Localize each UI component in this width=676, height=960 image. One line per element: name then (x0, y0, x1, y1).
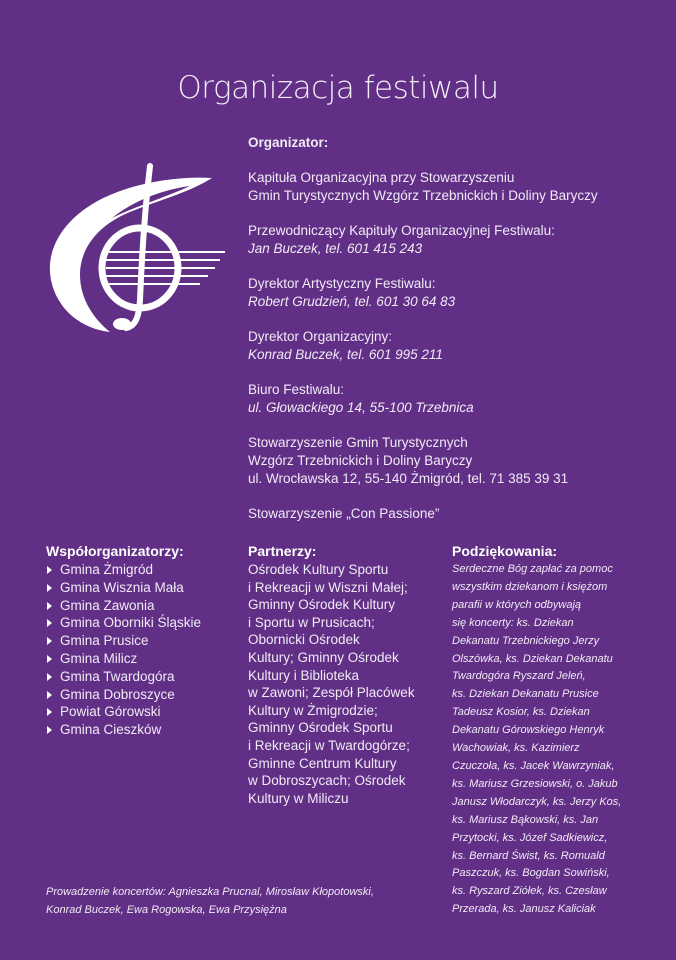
partners-line: Kultury i Biblioteka (248, 667, 360, 683)
list-item: Gmina Twardogóra (46, 668, 236, 686)
coorganizers-list (46, 561, 236, 739)
organizer-name (248, 169, 648, 205)
list-item: Gmina Zawonia (46, 597, 236, 615)
thanks-line: wszystkim dziekanom i księżom (452, 580, 608, 593)
thanks-line: Twardogóra Ryszard Jeleń, (452, 670, 586, 683)
coorganizers-heading: Współorganizatorzy: (46, 543, 184, 559)
partners-section (248, 543, 443, 807)
partners-line: Kultury w Żmigrodzie; (248, 702, 378, 718)
partners-line: Kultury; Gminny Ośrodek (248, 649, 399, 665)
thanks-line: Tadeusz Kosior, ks. Dziekan (452, 706, 590, 719)
hosts-line: Konrad Buczek, Ewa Rogowska, Ewa Przysiężna (46, 904, 287, 916)
thanks-line: ks. Mariusz Grzesiowski, o. Jakub (452, 777, 618, 790)
partners-line: i Rekreacji w Wiszni Małej; (248, 579, 408, 595)
list-item: Gmina Dobroszyce (46, 686, 236, 704)
list-item: Powiat Górowski (46, 703, 236, 721)
thanks-line: ks. Bernard Świst, ks. Romuald (452, 849, 605, 862)
thanks-line: Przytocki, ks. Józef Sadkiewicz, (452, 831, 608, 844)
thanks-line: Przerada, ks. Janusz Kaliciak (452, 903, 596, 916)
thanks-line: ks. Mariusz Bąkowski, ks. Jan (452, 813, 599, 826)
organizer-section (248, 134, 648, 540)
artistic-director-block (248, 275, 648, 311)
chair-role: Przewodniczący Kapituły Organizacyjnej Festiwalu: (248, 223, 555, 238)
list-item: Gmina Oborniki Śląskie (46, 614, 236, 632)
thanks-line: się koncerty: ks. Dziekan (452, 616, 574, 629)
partners-line: w Dobroszycach; Ośrodek (248, 773, 406, 789)
con-passione: Stowarzyszenie „Con Passione” (248, 506, 440, 521)
association-line: Wzgórz Trzebnickich i Doliny Baryczy (248, 453, 473, 468)
thanks-line: Serdeczne Bóg zapłać za pomoc (452, 563, 613, 575)
artistic-director-person: Robert Grudzień, tel. 601 30 64 83 (248, 294, 456, 309)
festival-office-address: ul. Głowackiego 14, 55-100 Trzebnica (248, 400, 474, 415)
thanks-line: Dekanatu Trzebnickiego Jerzy (452, 634, 600, 647)
list-item: Gmina Cieszków (46, 721, 236, 739)
organizer-line: Gmin Turystycznych Wzgórz Trzebnickich i Doliny Baryczy (248, 188, 598, 203)
thanks-line: Dekanatu Górowskiego Henryk (452, 724, 605, 737)
partners-line: Ośrodek Kultury Sportu (248, 562, 389, 577)
partners-line: i Sportu w Prusicach; (248, 614, 375, 630)
partners-line: Gminny Ośrodek Kultury (248, 597, 396, 613)
partners-line: Obornicki Ośrodek (248, 632, 360, 648)
thanks-line: Janusz Włodarczyk, ks. Jerzy Kos, (452, 795, 622, 808)
thanks-line: parafii w których odbywają (452, 598, 582, 611)
association-block (248, 434, 648, 488)
organizer-line: Kapituła Organizacyjna przy Stowarzyszeniu (248, 170, 515, 185)
list-item: Gmina Żmigród (46, 561, 236, 579)
thanks-line: Paszczuk, ks. Bogdan Sowiński, (452, 867, 610, 880)
artistic-director-role: Dyrektor Artystyczny Festiwalu: (248, 276, 436, 291)
chair-block (248, 222, 648, 258)
partners-line: Kultury w Miliczu (248, 790, 349, 806)
thanks-line: Olszówka, ks. Dziekan Dekanatu (452, 652, 613, 665)
thanks-line: Wachowiak, ks. Kazimierz (452, 742, 580, 755)
thanks-line: ks. Ryszard Ziółek, ks. Czesław (452, 885, 607, 898)
festival-office-block (248, 381, 648, 417)
coorganizers-section (46, 543, 236, 739)
thanks-line: ks. Dziekan Dekanatu Prusice (452, 688, 599, 701)
page-title: Organizacja festiwalu (177, 70, 499, 106)
partners-line: i Rekreacji w Twardogórze; (248, 737, 410, 753)
list-item: Gmina Prusice (46, 632, 236, 650)
partners-line: Gminne Centrum Kultury (248, 755, 397, 771)
hosts-line: Prowadzenie koncertów: Agnieszka Prucnal, Mirosław Kłopotowski, (46, 886, 374, 898)
organizational-director-role: Dyrektor Organizacyjny: (248, 329, 393, 344)
organizer-heading: Organizator: (248, 135, 329, 150)
organizational-director-person: Konrad Buczek, tel. 601 995 211 (248, 347, 443, 362)
partners-line: w Zawoni; Zespół Placówek (248, 685, 415, 701)
thanks-line: Czuczoła, ks. Jacek Wawrzyniak, (452, 759, 615, 772)
festival-office-role: Biuro Festiwalu: (248, 382, 345, 397)
list-item: Gmina Milicz (46, 650, 236, 668)
chair-person: Jan Buczek, tel. 601 415 243 (248, 241, 423, 256)
association-line: ul. Wrocławska 12, 55-140 Żmigród, tel. 71 385 39 31 (248, 471, 569, 486)
hosts-footer (46, 883, 446, 919)
partners-line: Gminny Ośrodek Sportu (248, 720, 393, 736)
association-line: Stowarzyszenie Gmin Turystycznych (248, 435, 468, 450)
list-item: Gmina Wisznia Mała (46, 579, 236, 597)
partners-heading: Partnerzy: (248, 543, 317, 559)
organizational-director-block (248, 328, 648, 364)
treble-clef-festival-logo-icon (40, 160, 230, 340)
thanks-section (452, 543, 667, 919)
thanks-heading: Podziękowania: (452, 543, 558, 559)
